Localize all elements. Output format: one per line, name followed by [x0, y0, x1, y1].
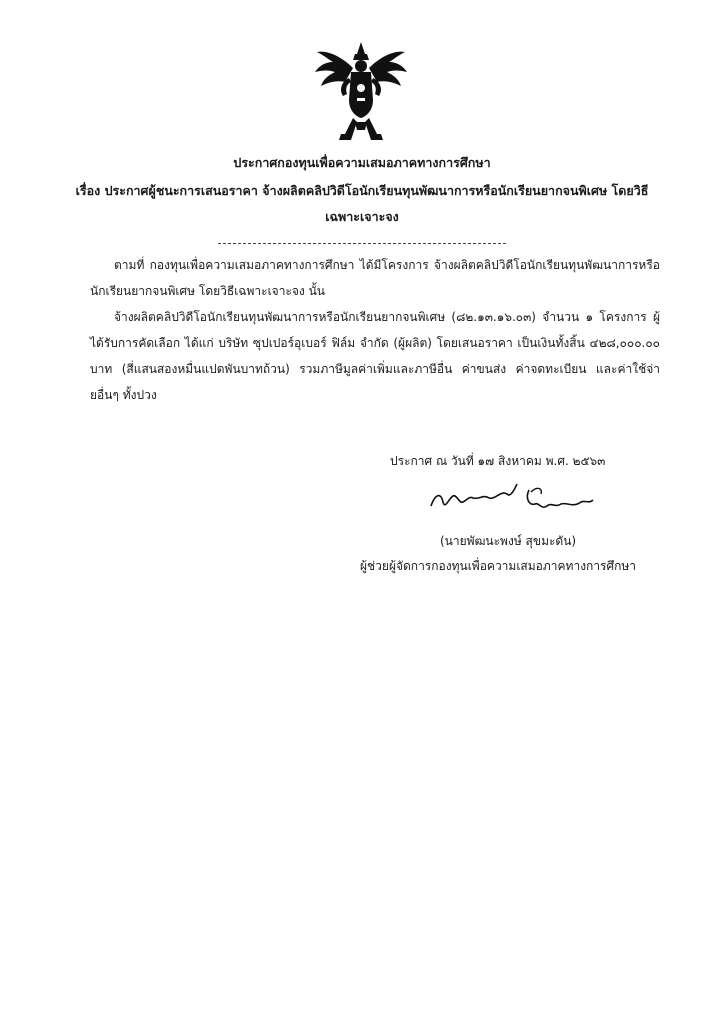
signer-title: ผู้ช่วยผู้จัดการกองทุนเพื่อความเสมอภาคทางการศึกษา	[360, 559, 637, 573]
body-paragraph-1: ตามที่ กองทุนเพื่อความเสมอภาคทางการศึกษา ได้มีโครงการ จ้างผลิตคลิปวิดีโอนักเรียนทุนพัฒนาการหรือนักเรียนยากจนพิเศษ โดยวิธีเฉพาะเจาะจง นั้น	[90, 258, 660, 298]
handwritten-signature	[425, 480, 595, 516]
signer-name: (นายพัฒนะพงษ์ สุขมะดัน)	[440, 534, 577, 548]
announcement-heading: ประกาศกองทุนเพื่อความเสมอภาคทางการศึกษา	[233, 155, 491, 170]
divider	[218, 243, 506, 244]
subject-line-1: เรื่อง ประกาศผู้ชนะการเสนอราคา จ้างผลิตคลิปวิดีโอนักเรียนทุนพัฒนาการหรือนักเรียนยากจนพิเศษ โดยวิธี	[75, 183, 649, 198]
announcement-date: ประกาศ ณ วันที่ ๑๗ สิงหาคม พ.ศ. ๒๕๖๓	[390, 454, 606, 468]
subject-line-2: เฉพาะเจาะจง	[325, 209, 399, 224]
garuda-emblem-icon	[311, 38, 411, 146]
announcement-subject	[40, 178, 684, 230]
body-paragraph-2: จ้างผลิตคลิปวิดีโอนักเรียนทุนพัฒนาการหรือนักเรียนยากจนพิเศษ (๘๒.๑๓.๑๖.๐๓) จำนวน ๑ โครงการ ผู้ได้รับการคัดเลือก ได้แก่ บริษัท ซุปเปอร์อุเบอร์ ฟิล์ม จำกัด (ผู้ผลิต) โดยเสนอราคา เป็นเงินทั้งสิ้น ๔๒๘,๐๐๐.๐๐ บาท (สี่แสนสองหมื่นแปดพันบาทถ้วน) รวมภาษีมูลค่าเพิ่มและภาษีอื่น ค่าขนส่ง ค่าจดทะเบียน และค่าใช้จ่ายอื่นๆ ทั้งปวง	[90, 310, 660, 402]
